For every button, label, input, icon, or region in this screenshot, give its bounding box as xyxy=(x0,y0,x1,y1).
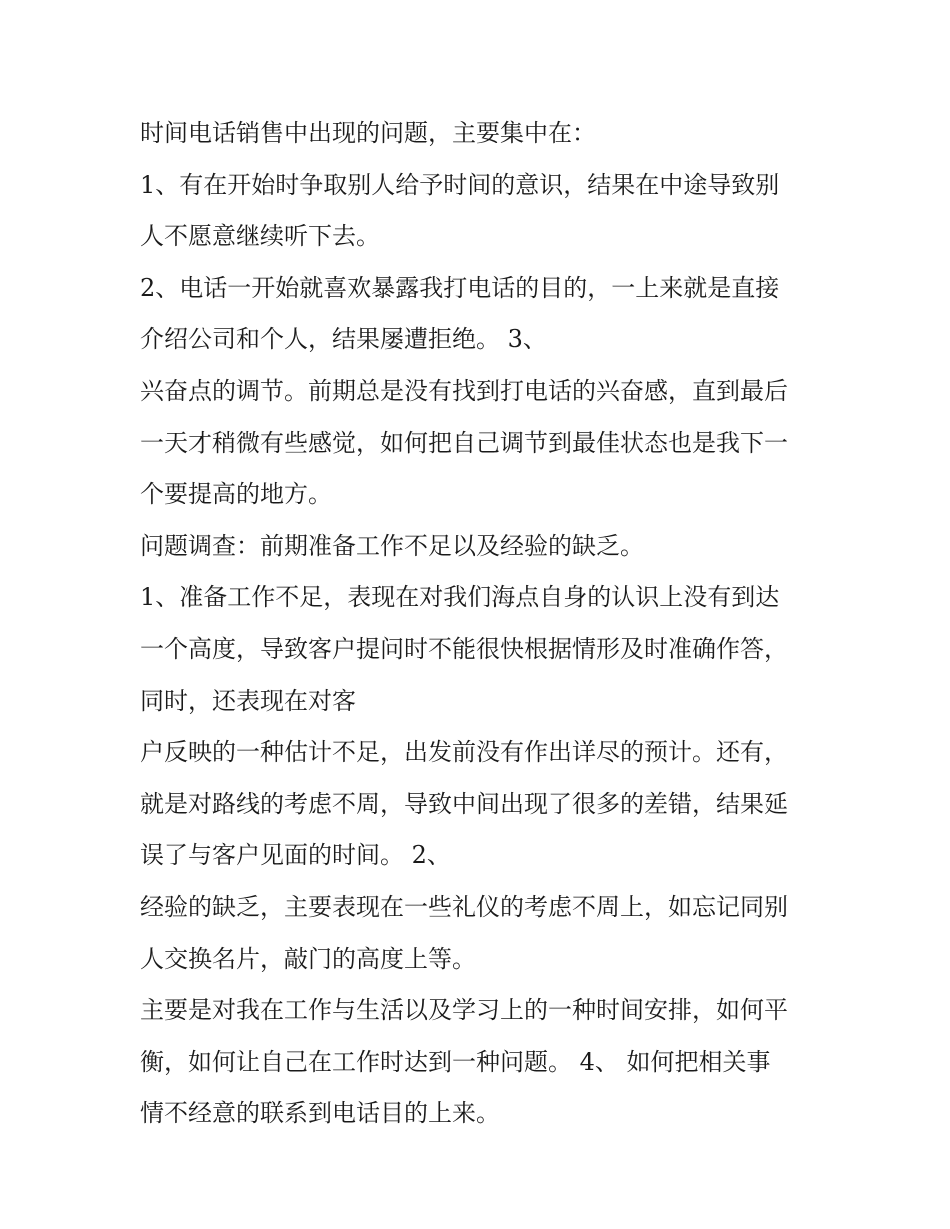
document-body xyxy=(140,108,830,1140)
text-line: 人不愿意继续听下去。 xyxy=(140,222,380,251)
text-line: 户反映的一种估计不足，出发前没有作出详尽的预计。还有， xyxy=(140,738,788,767)
text-line: 情不经意的联系到电话目的上来。 xyxy=(140,1099,500,1128)
text-line: 经验的缺乏，主要表现在一些礼仪的考虑不周上，如忘记同别 xyxy=(140,892,788,921)
text-line: 个要提高的地方。 xyxy=(140,480,332,509)
text-line: 同时，还表现在对客 xyxy=(140,686,356,715)
text-line: 时间电话销售中出现的问题，主要集中在： xyxy=(140,119,596,147)
text-line: 就是对路线的考虑不周，导致中间出现了很多的差错，结果延 xyxy=(140,789,788,818)
text-line: 1、准备工作不足，表现在对我们海点自身的认识上没有到达 xyxy=(140,583,780,612)
text-line: 误了与客户见面的时间。 2、 xyxy=(140,841,451,870)
text-line: 问题调查：前期准备工作不足以及经验的缺乏。 xyxy=(140,531,644,560)
text-line: 一天才稍微有些感觉，如何把自己调节到最佳状态也是我下一 xyxy=(140,428,788,457)
text-line: 介绍公司和个人，结果屡遭拒绝。 3、 xyxy=(140,325,547,354)
text-line: 衡，如何让自己在工作时达到一种问题。 4、 如何把相关事 xyxy=(140,1047,771,1076)
text-line: 2、电话一开始就喜欢暴露我打电话的目的，一上来就是直接 xyxy=(140,273,780,302)
text-line: 1、有在开始时争取别人给予时间的意识，结果在中途导致别 xyxy=(140,170,780,199)
text-line: 兴奋点的调节。前期总是没有找到打电话的兴奋感，直到最后 xyxy=(140,376,788,405)
text-line: 人交换名片，敲门的高度上等。 xyxy=(140,944,476,973)
text-line: 一个高度，导致客户提问时不能很快根据情形及时准确作答， xyxy=(140,634,788,663)
text-line: 主要是对我在工作与生活以及学习上的一种时间安排，如何平 xyxy=(140,996,788,1025)
